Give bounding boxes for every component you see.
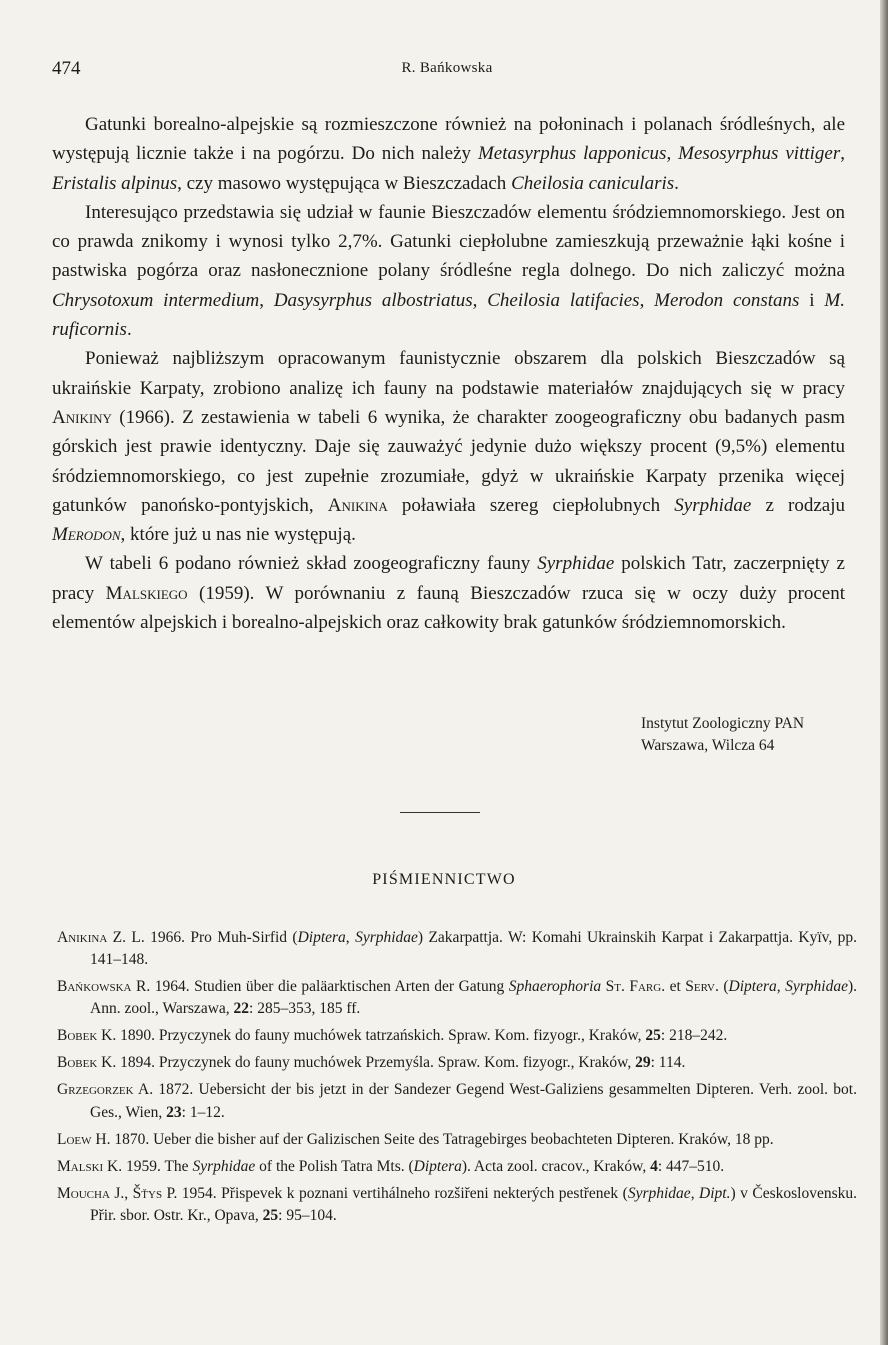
text-run: 25	[262, 1206, 279, 1224]
text-run: z rodzaju	[751, 494, 846, 516]
text-run: Bańkowska	[57, 978, 132, 996]
text-run: ,	[259, 289, 274, 311]
text-run: ,	[345, 929, 356, 946]
page-number: 474	[52, 58, 81, 79]
text-run: Dasysyrphus albostriatus	[273, 289, 473, 311]
page-edge-shadow	[880, 0, 888, 1345]
text-run: Syrphidae	[355, 929, 418, 946]
paragraph-borealno-alpine	[52, 110, 845, 198]
reference-item	[57, 1183, 857, 1227]
text-run: St. Farg.	[605, 978, 666, 996]
text-run: Diptera	[413, 1157, 462, 1175]
text-run: (	[718, 978, 729, 996]
text-run: Eristalis alpinus	[52, 172, 178, 194]
text-run: et	[665, 978, 686, 996]
reference-item	[57, 1129, 857, 1151]
references-title: PIŚMIENNICTWO	[372, 871, 516, 888]
text-run: Dipt.	[699, 1184, 731, 1202]
text-run: 4	[650, 1157, 658, 1175]
text-run: Syrphidae	[537, 553, 615, 575]
text-run: .	[674, 172, 679, 194]
text-run: Mesosyrphus vittiger	[678, 143, 841, 165]
text-run: ,	[639, 289, 655, 311]
text-run: Merodon constans	[654, 289, 800, 311]
text-run: Malski	[57, 1157, 104, 1175]
running-author: R. Bańkowska	[401, 60, 493, 76]
text-run: ,	[776, 978, 786, 996]
text-run: Diptera	[297, 929, 346, 946]
text-run: , które już u nas nie występują.	[120, 524, 356, 546]
text-run: Bobek	[57, 1054, 98, 1072]
text-run: ). Ann. zool., Warszawa,	[90, 978, 858, 1018]
reference-item	[57, 1079, 857, 1123]
text-run: Syrphidae	[192, 1157, 256, 1175]
reference-item	[57, 1156, 857, 1178]
text-run: Grzegorzek	[57, 1081, 134, 1099]
text-run: Serv.	[685, 978, 719, 996]
text-run: Merodon	[52, 524, 121, 546]
text-run: Metasyrphus lapponicus	[477, 143, 667, 165]
reference-item	[57, 1052, 857, 1074]
reference-item	[57, 976, 857, 1020]
author-affiliation	[641, 713, 861, 757]
text-run: of the Polish Tatra Mts. (	[255, 1157, 414, 1175]
text-run: i	[799, 289, 825, 311]
text-run: Gatunki borealno-alpejskie są rozmieszczone również na połoninach i polanach śródleśnych, ale występują licznie także i na pogórzu. Do nich należy	[52, 114, 845, 165]
text-run: Cheilosia latifacies	[487, 289, 640, 311]
text-run: P. 1954. Přispevek k poznani vertihálneho rozšiřeni nekterých pestřenek (	[162, 1184, 628, 1202]
text-run: Anikina	[327, 494, 388, 516]
text-run: Syrphidae	[785, 978, 848, 996]
text-run: R. 1964. Studien über die paläarktischen Arten der Gatung	[131, 978, 509, 996]
text-run: ) v Československu. Přir. sbor. Ostr. Kr., Opava,	[90, 1184, 857, 1224]
text-run: Syrphidae	[674, 494, 752, 516]
text-run: ,	[472, 289, 488, 311]
text-run: Diptera	[728, 978, 777, 996]
paragraph-mediterranean	[52, 198, 845, 344]
text-run: K. 1959. The	[103, 1157, 193, 1175]
text-run: Anikina	[57, 929, 108, 946]
text-run: : 218–242.	[660, 1027, 728, 1045]
text-run: Interesująco przedstawia się udział w faunie Bieszczadów elementu śródziemnomorskiego. Jest on co prawda znikomy i wynosi tylko 2,7%. Gatunki ciepłolubne zamieszkują przeważnie łąki kośne i pastwiska pogórza oraz nasłonecznione polany śródleśne regla dolnego. Do nich zaliczyć można	[52, 201, 845, 282]
text-run: Syrphidae	[627, 1184, 691, 1202]
text-run: K. 1890. Przyczynek do fauny muchówek tatrzańskich. Spraw. Kom. fizyogr., Kraków,	[97, 1027, 646, 1045]
affiliation-institute: Instytut Zoologiczny PAN	[641, 715, 805, 732]
text-run: 22	[233, 1000, 250, 1018]
text-run: : 114.	[650, 1054, 686, 1072]
running-header	[52, 58, 842, 82]
text-run: : 95–104.	[278, 1206, 337, 1224]
references-list	[57, 927, 857, 1232]
text-run: Sphaerophoria	[508, 978, 602, 996]
text-run: .	[126, 319, 132, 341]
text-run: ) Zakarpattja. W: Komahi Ukrainskih Karpat i Zakarpattja. Kyïv, pp. 141–148.	[90, 929, 857, 969]
reference-item	[57, 927, 857, 971]
body-text	[52, 110, 845, 637]
text-run: Moucha	[57, 1184, 110, 1202]
text-run: K. 1894. Przyczynek do fauny muchówek Przemyśla. Spraw. Kom. fizyogr., Kraków,	[97, 1054, 636, 1072]
affiliation-address: Warszawa, Wilcza 64	[641, 737, 775, 754]
text-run: J.,	[109, 1184, 133, 1202]
text-run: A. 1872. Uebersicht der bis jetzt in der Sandezer Gegend West-Galiziens gesammelten Dipteren. Verh. zool. bot. Ges., Wien,	[90, 1081, 857, 1121]
text-run: ). Acta zool. cracov., Kraków,	[461, 1157, 651, 1175]
text-run: Šťys	[132, 1184, 163, 1202]
text-run: Chrysotoxum intermedium	[52, 289, 260, 311]
text-run: ,	[840, 143, 845, 165]
text-run: Malskiego	[105, 582, 188, 604]
paragraph-tatra-comparison	[52, 549, 845, 637]
text-run: ,	[690, 1184, 700, 1202]
text-run: Anikiny	[52, 406, 112, 428]
text-run: Loew	[57, 1130, 92, 1148]
text-run: 29	[635, 1054, 651, 1072]
text-run: Ponieważ najbliższym opracowanym faunistycznie obszarem dla polskich Bieszczadów są ukraińskie Karpaty, zrobiono analizę ich fauny na podstawie materiałów znajdujących się w pracy	[52, 348, 845, 399]
text-run: H. 1870. Ueber die bisher auf der Galizischen Seite des Tatragebirges beobachteten Dipteren. Kraków, 18 pp.	[91, 1130, 774, 1148]
text-run: , czy masowo występująca w Bieszczadach	[177, 172, 512, 194]
text-run: : 285–353, 185 ff.	[249, 1000, 361, 1018]
text-run: poławiała szereg ciepłolubnych	[387, 494, 675, 516]
text-run: Z. L. 1966. Pro Muh-Sirfid (	[107, 929, 298, 946]
paragraph-ukrainian-carpathians	[52, 344, 845, 549]
text-run: Cheilosia canicularis	[511, 172, 675, 194]
text-run: (1959). W porównaniu z fauną Bieszczadów rzuca się w oczy duży procent elementów alpejskich i borealno-alpejskich oraz całkowity brak gatunków śródziemnomorskich.	[52, 582, 845, 634]
section-divider	[400, 812, 480, 813]
text-run: 23	[166, 1103, 182, 1121]
text-run: 25	[645, 1027, 661, 1045]
reference-item	[57, 1025, 857, 1047]
text-run: : 447–510.	[657, 1157, 725, 1175]
text-run: M. ruficornis	[52, 289, 845, 341]
text-run: : 1–12.	[181, 1103, 225, 1121]
text-run: ,	[666, 143, 679, 165]
text-run: polskich Tatr, zaczerpnięty z pracy	[52, 553, 845, 604]
text-run: W tabeli 6 podano również skład zoogeograficzny fauny	[85, 553, 538, 575]
text-run: Bobek	[57, 1027, 98, 1045]
text-run: (1966). Z zestawienia w tabeli 6 wynika, że charakter zoogeograficzny obu badanych pasm górskich jest prawie identyczny. Daje się zauważyć jedynie dużo większy procent (9,5%) elementu śródziemnomorskiego, co jest zupełnie zrozumiałe, gdyż w ukraińskie Karpaty przenika więcej gatunków panońsko-pontyjskich,	[52, 406, 845, 516]
